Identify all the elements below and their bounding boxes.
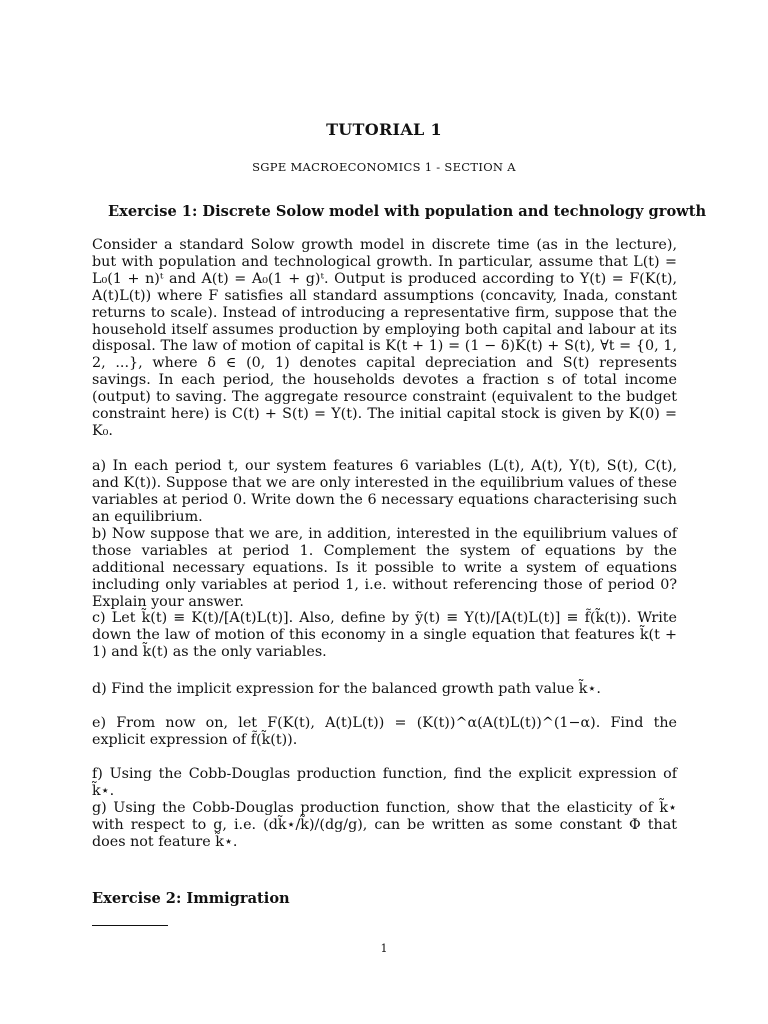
question-f: f) Using the Cobb-Douglas production function, find the explicit expression of k̃⋆. — [92, 766, 677, 799]
footnote-rule — [92, 925, 168, 926]
question-e: e) From now on, let F(K(t), A(t)L(t)) = (K(t))^α(A(t)L(t))^(1−α). Find the explicit expression of f̃(k̃(t)). — [92, 715, 677, 748]
page-subtitle: SGPE MACROECONOMICS 1 - SECTION A — [252, 160, 516, 174]
question-g: g) Using the Cobb-Douglas production function, show that the elasticity of k̃⋆ with respect to g, i.e. (dk̃⋆/k̃)/(dg/g), can be written as some constant Φ that does not feature k̃⋆. — [92, 800, 677, 850]
page-title: TUTORIAL 1 — [326, 120, 442, 139]
question-c: c) Let k̃(t) ≡ K(t)/[A(t)L(t)]. Also, define by ỹ(t) ≡ Y(t)/[A(t)L(t)] ≡ f̃(k̃(t)). Write down the law of motion of this economy in a single equation that features k̃(t + 1) and k̃(t) as the only variables. — [92, 610, 677, 660]
exercise-1-intro: Consider a standard Solow growth model in discrete time (as in the lecture), but with population and technological growth. In particular, assume that L(t) = L₀(1 + n)ᵗ and A(t) = A₀(1 + g)ᵗ. Output is produced according to Y(t) = F(K(t), A(t)L(t)) where F satisfies all standard assumptions (concavity, Inada, constant returns to scale). Instead of introducing a representative firm, suppose that the household itself assumes production by employing both capital and labour at its disposal. The law of motion of capital is K(t + 1) = (1 − δ)K(t) + S(t), ∀t = {0, 1, 2, ...}, where δ ∈ (0, 1) denotes capital depreciation and S(t) represents savings. In each period, the households devotes a fraction s of total income (output) to saving. The aggregate resource constraint (equivalent to the budget constraint here) is C(t) + S(t) = Y(t). The initial capital stock is given by K(0) = K₀. — [92, 237, 677, 439]
question-a: a) In each period t, our system features 6 variables (L(t), A(t), Y(t), S(t), C(t), and K(t)). Suppose that we are only interested in the equilibrium values of these variables at period 0. Write down the 6 necessary equations characterising such an equilibrium. — [92, 458, 677, 525]
question-d: d) Find the implicit expression for the balanced growth path value k̃⋆. — [92, 681, 601, 697]
exercise-1-heading: Exercise 1: Discrete Solow model with population and technology growth — [108, 203, 707, 220]
question-b: b) Now suppose that we are, in addition, interested in the equilibrium values of those variables at period 1. Complement the system of equations by the additional necessary equations. Is it possible to write a system of equations including only variables at period 1, i.e. without referencing those of period 0? Explain your answer. — [92, 526, 677, 610]
page-number: 1 — [380, 942, 388, 955]
exercise-2-heading: Exercise 2: Immigration — [92, 890, 290, 907]
